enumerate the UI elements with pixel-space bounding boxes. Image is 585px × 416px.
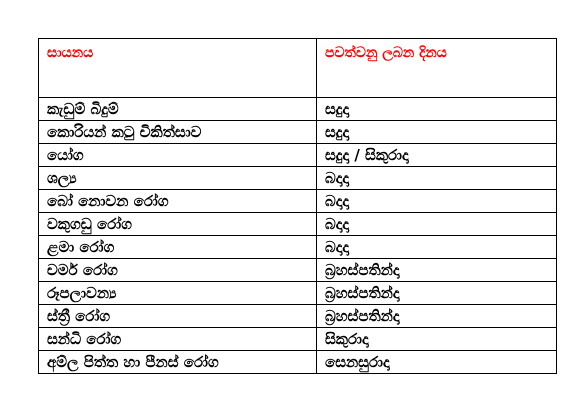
clinic-cell: සන්ධි රෝග xyxy=(39,328,317,351)
day-cell: බදාදා xyxy=(317,213,557,236)
table-row xyxy=(39,190,557,213)
clinic-cell: කැඩුම් බිදුම් xyxy=(39,98,317,121)
clinic-cell: චර්ම රෝග xyxy=(39,259,317,282)
day-cell: සදුදා xyxy=(317,98,557,121)
header-clinic: සායනය xyxy=(39,39,317,98)
day-cell: බදාදා xyxy=(317,190,557,213)
day-cell: බදාදා xyxy=(317,167,557,190)
clinic-cell: රූපලාවන්‍ය xyxy=(39,282,317,305)
day-cell: බ්‍රහස්පතින්දා xyxy=(317,282,557,305)
header-day: පවත්වනු ලබන දිනය xyxy=(317,39,557,98)
clinic-schedule-table xyxy=(38,38,557,374)
day-cell: සදුදා xyxy=(317,121,557,144)
clinic-cell: කොරියන් කටු චිකිත්සාව xyxy=(39,121,317,144)
table-row xyxy=(39,98,557,121)
table-row xyxy=(39,144,557,167)
table-row xyxy=(39,328,557,351)
clinic-cell: අම්ල පිත්ත හා පීනස් රෝග xyxy=(39,351,317,374)
table-row xyxy=(39,213,557,236)
table-header-row xyxy=(39,39,557,98)
table-row xyxy=(39,121,557,144)
day-cell: බ්‍රහස්පතින්දා xyxy=(317,305,557,328)
clinic-cell: වකුගඩු රෝග xyxy=(39,213,317,236)
clinic-cell: බෝ නොවන රෝග xyxy=(39,190,317,213)
day-cell: සිකුරාදා xyxy=(317,328,557,351)
day-cell: බ්‍රහස්පතින්දා xyxy=(317,259,557,282)
day-cell: සදුදා / සිකුරාදා xyxy=(317,144,557,167)
table-row xyxy=(39,167,557,190)
table-row xyxy=(39,259,557,282)
table-row xyxy=(39,282,557,305)
day-cell: බදාදා xyxy=(317,236,557,259)
clinic-cell: ළමා රෝග xyxy=(39,236,317,259)
table-row xyxy=(39,305,557,328)
clinic-cell: ශල්‍ය xyxy=(39,167,317,190)
clinic-cell: යෝග xyxy=(39,144,317,167)
clinic-cell: ස්ත්‍රී රෝග xyxy=(39,305,317,328)
day-cell: සෙනසුරාදා xyxy=(317,351,557,374)
table-row xyxy=(39,236,557,259)
table-row xyxy=(39,351,557,374)
